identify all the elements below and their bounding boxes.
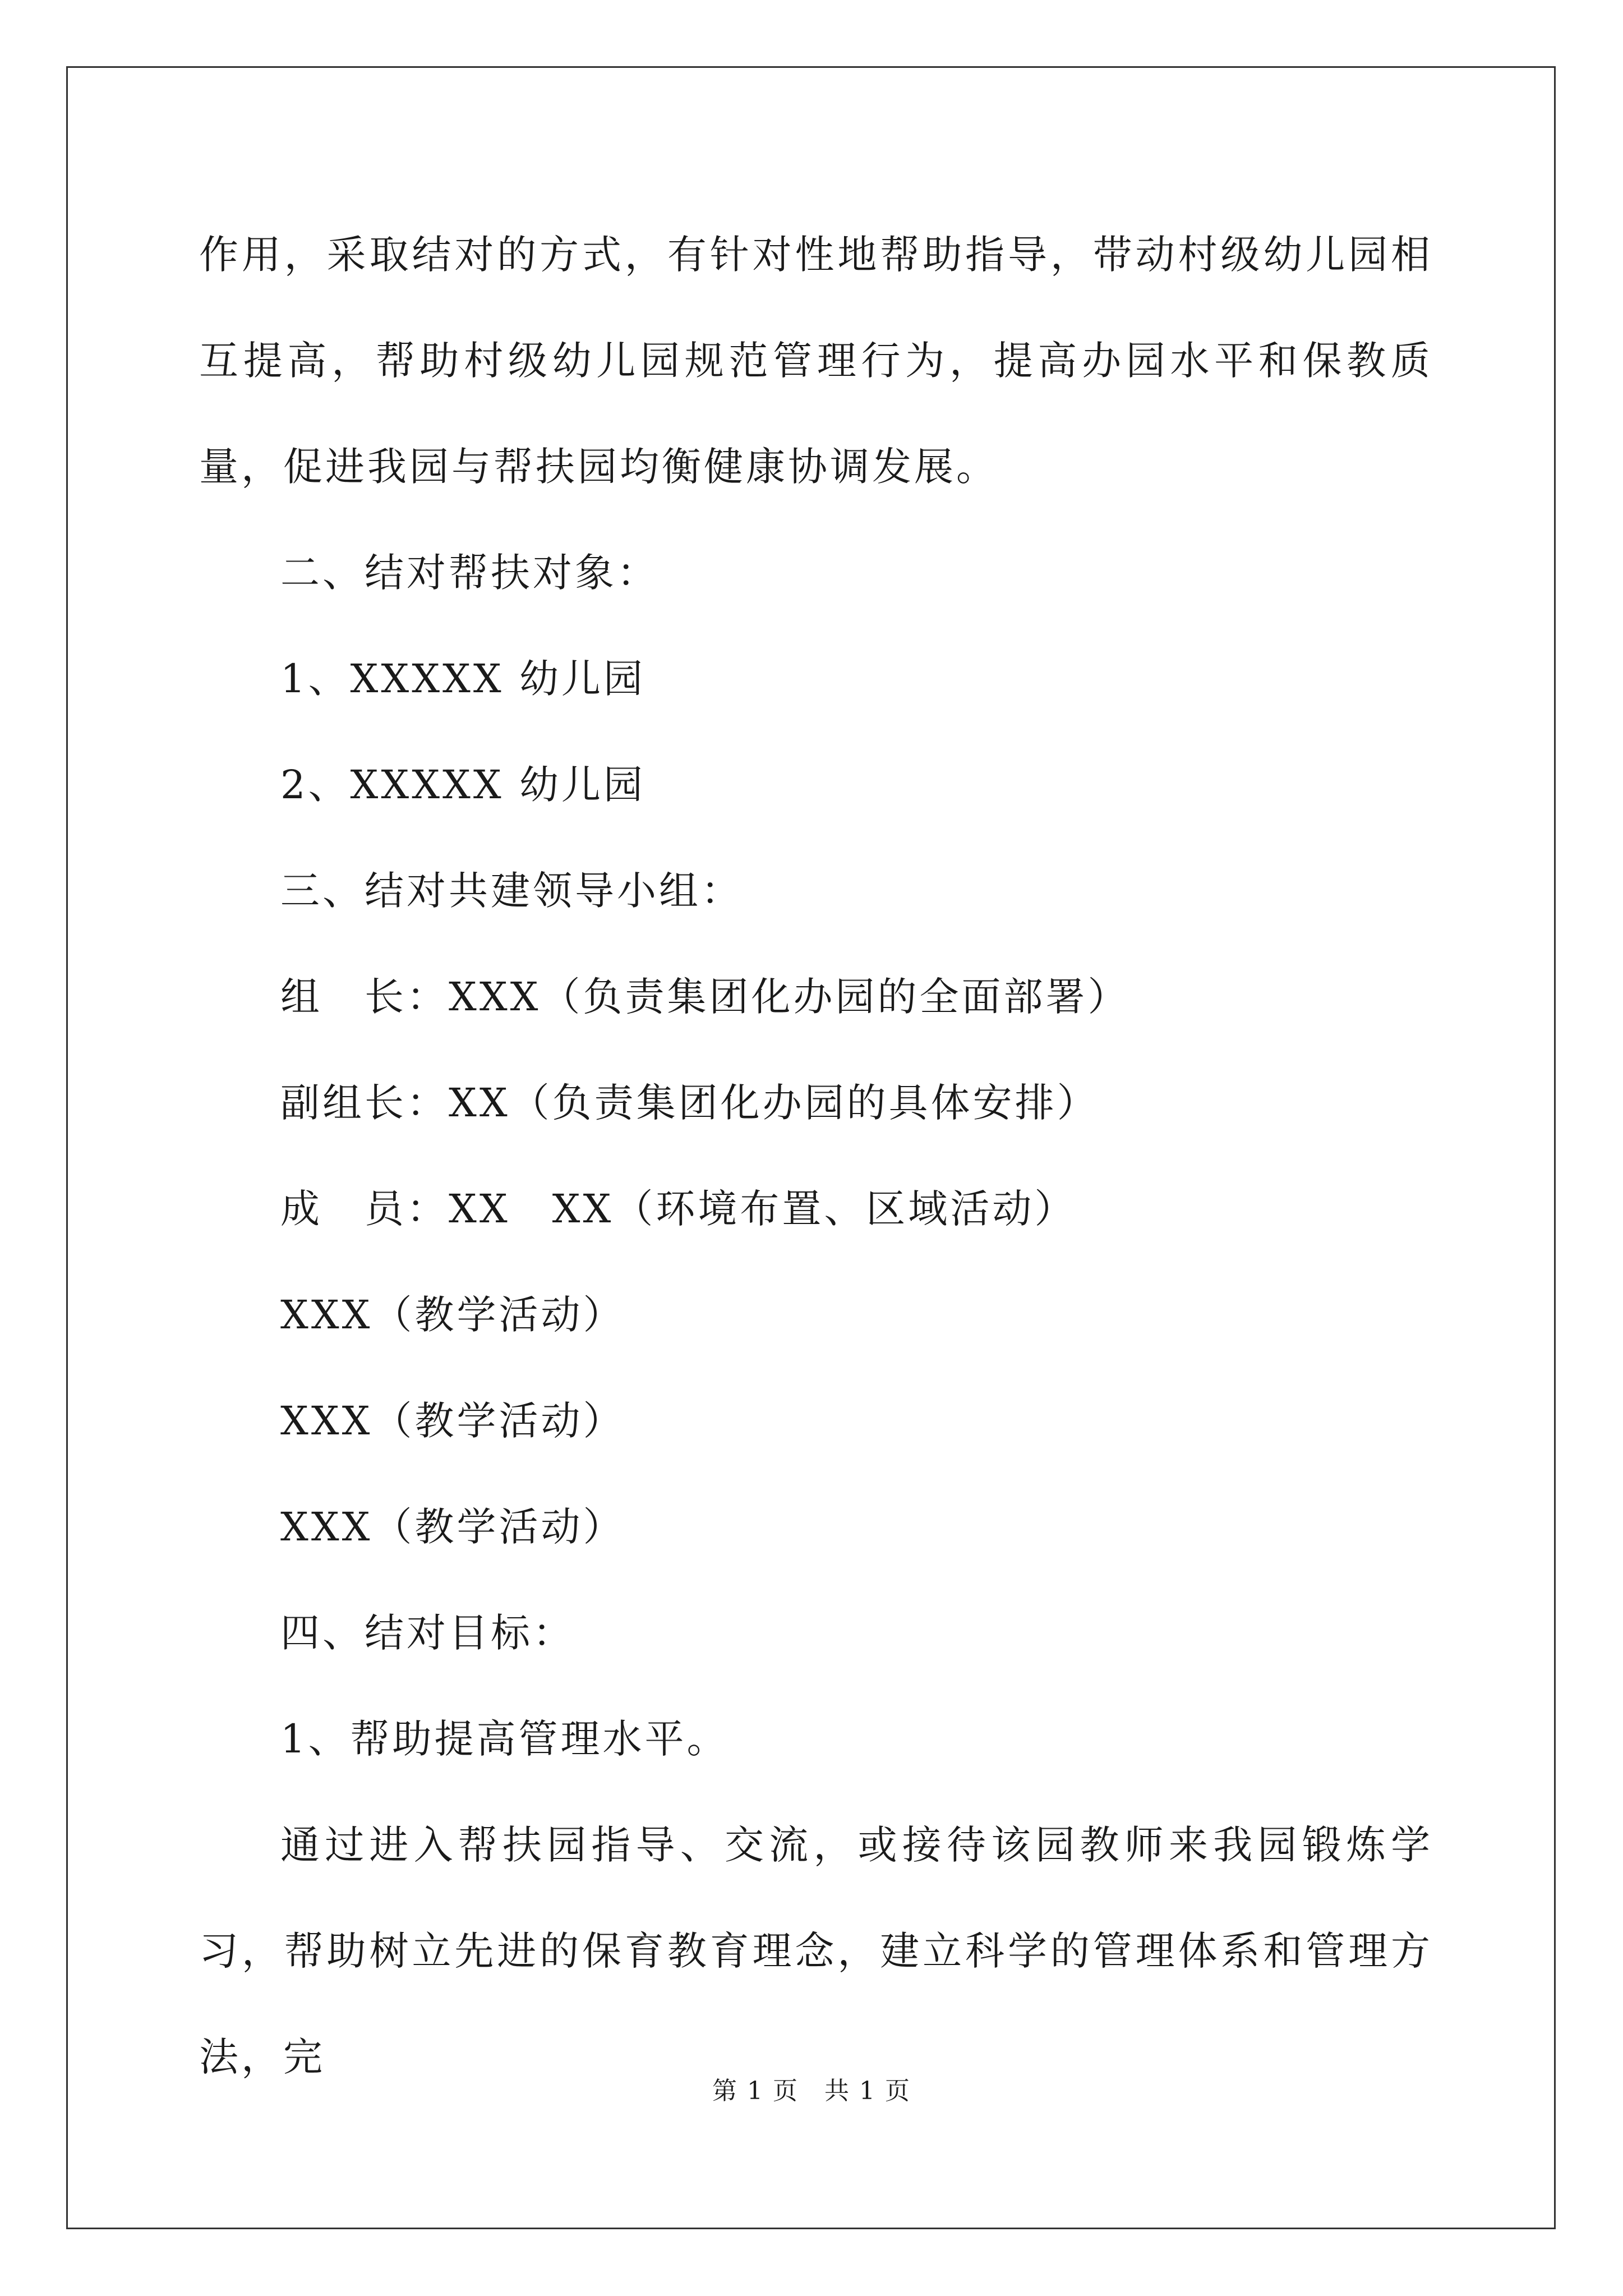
member-line: XXX（教学活动） [280,1292,625,1338]
paragraph-body-text: 通过进入帮扶园指导、交流，或接待该园教师来我园锻炼学习，帮助树立先进的保育教育理念，建立科学的管理体系和管理方法，完 [199,1822,1433,2080]
goal-item: 1、帮助提高管理水平。 [280,1716,729,1762]
page-footer: 第 1 页 共 1 页 [712,2077,911,2105]
leader-line: 组 长：XXX（负责集团化办园的全面部署） [280,974,1130,1020]
section-heading-leadership: 三、结对共建领导小组： [280,868,743,914]
paragraph-body [199,1792,1433,2110]
document-body [199,202,1433,2110]
section-heading-targets: 二、结对帮扶对象： [280,550,659,596]
member-line: XXX（教学活动） [280,1398,625,1444]
section-heading-goals: 四、结对目标： [280,1610,575,1656]
list-item: 2、XXXXX 幼儿园 [280,762,645,808]
list-item: 1、XXXXX 幼儿园 [280,656,645,702]
paragraph-continuation: 作用，采取结对的方式，有针对性地帮助指导，带动村级幼儿园相互提高，帮助村级幼儿园规范管理行为，提高办园水平和保教质量，促进我园与帮扶园均衡健康协调发展。 [199,232,1433,490]
member-line: XXX（教学活动） [280,1504,625,1550]
deputy-leader-line: 副组长：XX（负责集团化办园的具体安排） [280,1080,1099,1126]
members-line: 成 员：XX XX（环境布置、区域活动） [280,1186,1077,1232]
